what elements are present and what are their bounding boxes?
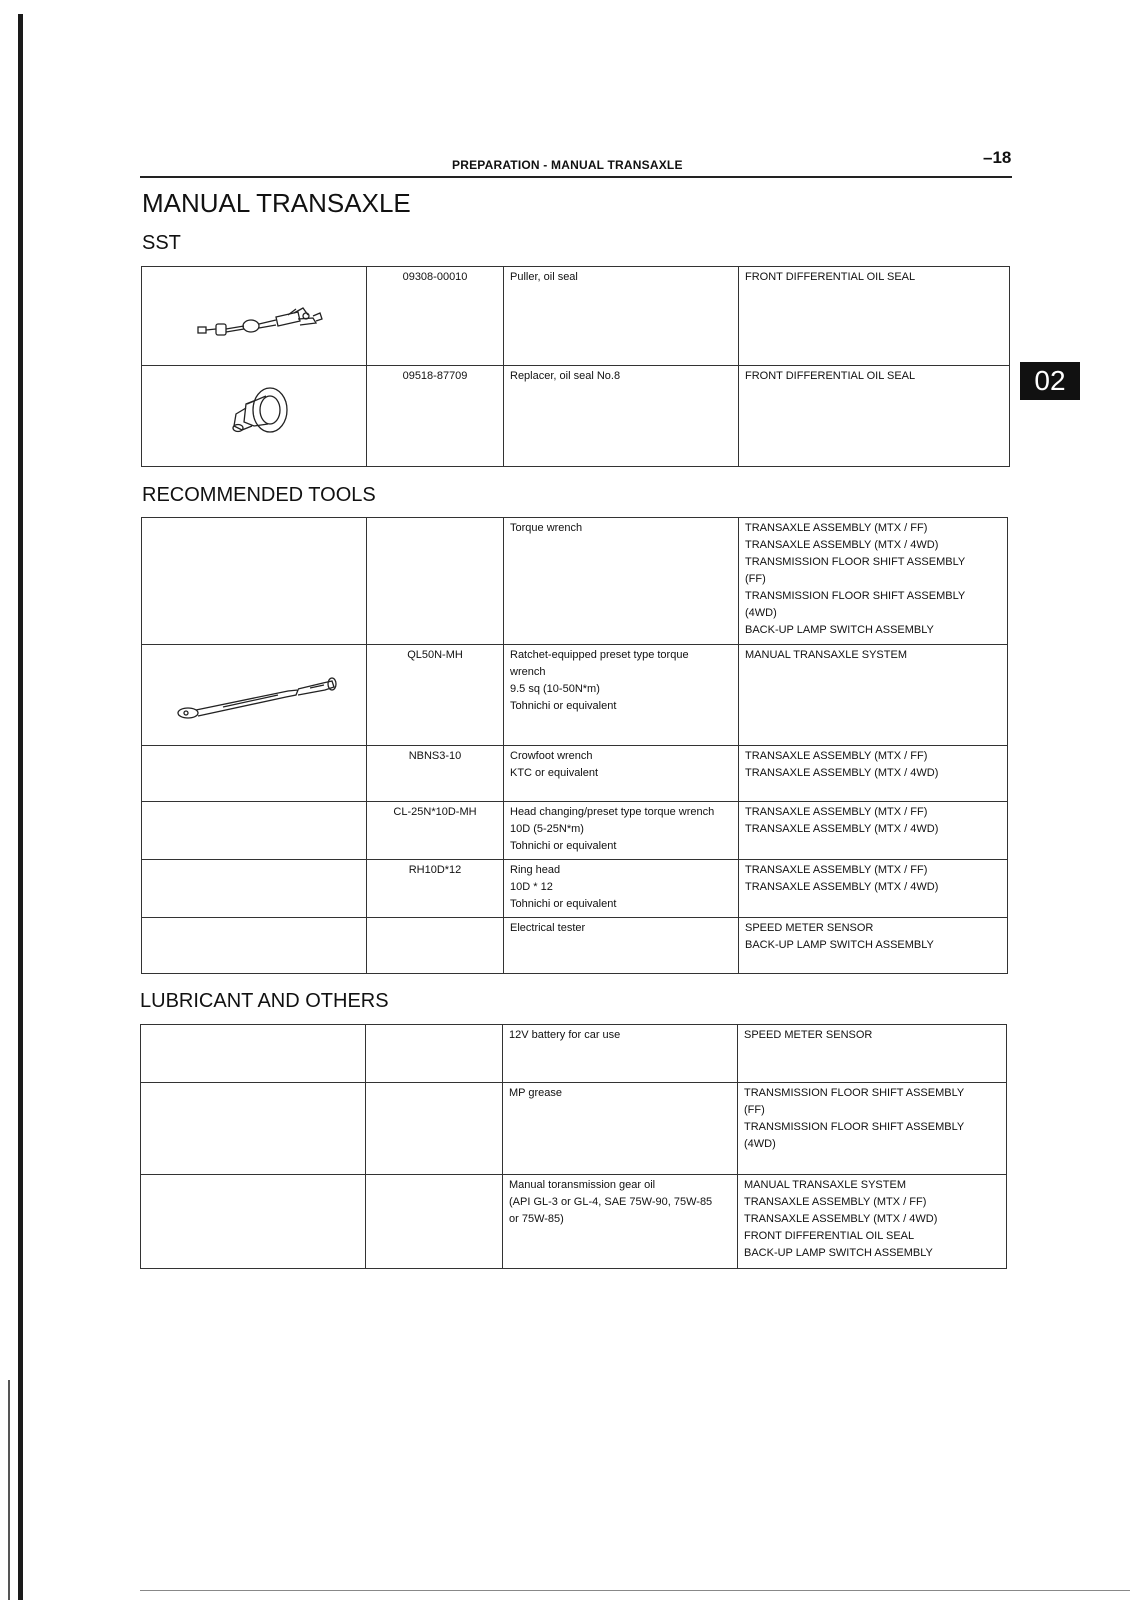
illustration-cell xyxy=(142,267,367,366)
tool-name-line: Tohnichi or equivalent xyxy=(510,898,617,910)
usage-line: TRANSMISSION FLOOR SHIFT ASSEMBLY xyxy=(745,590,966,602)
tool-name-cell xyxy=(504,802,739,860)
part-number-cell xyxy=(366,1083,503,1175)
part-number-cell xyxy=(366,1175,503,1269)
tool-name-line: Head changing/preset type torque wrench xyxy=(510,806,715,818)
illustration-cell xyxy=(142,645,367,746)
usage-line: TRANSAXLE ASSEMBLY (MTX / FF) xyxy=(744,1196,927,1208)
item-name-cell xyxy=(503,1175,738,1269)
tool-name-cell xyxy=(504,746,739,802)
usage-line: MANUAL TRANSAXLE SYSTEM xyxy=(745,649,907,661)
tool-name-line: wrench xyxy=(510,666,546,678)
tool-name-line: Ring head xyxy=(510,864,561,876)
usage-line: TRANSAXLE ASSEMBLY (MTX / 4WD) xyxy=(745,539,939,551)
item-name-line: 12V battery for car use xyxy=(509,1029,621,1041)
header-rule xyxy=(140,176,1012,178)
illustration-cell xyxy=(141,1175,366,1269)
part-number-cell: 09518-87709 xyxy=(367,366,504,467)
item-name-cell xyxy=(503,1025,738,1083)
tool-name-cell xyxy=(504,267,739,366)
tool-name-cell xyxy=(504,645,739,746)
usage-line: MANUAL TRANSAXLE SYSTEM xyxy=(744,1179,906,1191)
illustration-cell xyxy=(142,802,367,860)
usage-line: FRONT DIFFERENTIAL OIL SEAL xyxy=(745,271,916,283)
table-row xyxy=(142,518,1008,645)
illustration-cell xyxy=(142,518,367,645)
tool-name-line: 10D (5-25N*m) xyxy=(510,823,584,835)
tool-name-line: 9.5 sq (10-50N*m) xyxy=(510,683,600,695)
usage-cell xyxy=(738,1083,1007,1175)
usage-cell xyxy=(739,366,1010,467)
usage-line: (FF) xyxy=(745,573,766,585)
part-number-cell: CL-25N*10D-MH xyxy=(367,802,504,860)
part-number-cell: 09308-00010 xyxy=(367,267,504,366)
tool-name-line: Puller, oil seal xyxy=(510,271,578,283)
illustration-cell xyxy=(142,366,367,467)
table-row xyxy=(142,860,1008,918)
usage-line: SPEED METER SENSOR xyxy=(744,1029,873,1041)
usage-line: TRANSMISSION FLOOR SHIFT ASSEMBLY xyxy=(745,556,966,568)
usage-line: BACK-UP LAMP SWITCH ASSEMBLY xyxy=(745,624,934,636)
table-row xyxy=(142,366,1010,467)
illustration-cell xyxy=(142,918,367,974)
page-number: –18 xyxy=(983,148,1012,167)
tool-name-line: KTC or equivalent xyxy=(510,767,599,779)
tool-name-cell xyxy=(504,860,739,918)
bottom-edge-rule xyxy=(140,1590,1130,1591)
usage-line: TRANSAXLE ASSEMBLY (MTX / 4WD) xyxy=(745,823,939,835)
usage-cell xyxy=(739,267,1010,366)
lubricant-heading: LUBRICANT AND OTHERS xyxy=(140,990,389,1012)
item-name-cell xyxy=(503,1083,738,1175)
table-row xyxy=(142,918,1008,974)
tool-name-line: 10D * 12 xyxy=(510,881,553,893)
torque-wrench-icon xyxy=(148,647,358,737)
usage-cell xyxy=(739,860,1008,918)
part-number-cell: NBNS3-10 xyxy=(367,746,504,802)
tool-name-line: Torque wrench xyxy=(510,522,583,534)
oil-seal-puller-icon xyxy=(148,269,358,357)
tool-name-line: Replacer, oil seal No.8 xyxy=(510,370,621,382)
tool-name-line: Tohnichi or equivalent xyxy=(510,700,617,712)
part-number-cell: QL50N-MH xyxy=(367,645,504,746)
item-name-line: Manual toransmission gear oil xyxy=(509,1179,656,1191)
usage-line: TRANSAXLE ASSEMBLY (MTX / FF) xyxy=(745,806,928,818)
tool-name-line: Electrical tester xyxy=(510,922,586,934)
table-row xyxy=(141,1083,1007,1175)
usage-line: TRANSMISSION FLOOR SHIFT ASSEMBLY xyxy=(744,1087,965,1099)
usage-line: TRANSMISSION FLOOR SHIFT ASSEMBLY xyxy=(744,1121,965,1133)
recommended-tools-table xyxy=(141,517,1008,974)
usage-line: TRANSAXLE ASSEMBLY (MTX / FF) xyxy=(745,750,928,762)
binding-edge xyxy=(18,14,23,1600)
usage-line: TRANSAXLE ASSEMBLY (MTX / FF) xyxy=(745,522,928,534)
usage-line: TRANSAXLE ASSEMBLY (MTX / FF) xyxy=(745,864,928,876)
tool-name-cell xyxy=(504,366,739,467)
usage-line: (4WD) xyxy=(744,1138,776,1150)
table-row xyxy=(142,645,1008,746)
usage-line: (FF) xyxy=(744,1104,765,1116)
usage-cell xyxy=(739,918,1008,974)
item-name-line: (API GL-3 or GL-4, SAE 75W-90, 75W-85 xyxy=(509,1196,713,1208)
page-header-title: PREPARATION - MANUAL TRANSAXLE xyxy=(452,158,683,172)
usage-line: TRANSAXLE ASSEMBLY (MTX / 4WD) xyxy=(745,881,939,893)
illustration-cell xyxy=(142,860,367,918)
tool-name-line: Ratchet-equipped preset type torque xyxy=(510,649,689,661)
illustration-cell xyxy=(141,1083,366,1175)
usage-cell xyxy=(739,645,1008,746)
part-number-cell: RH10D*12 xyxy=(367,860,504,918)
tool-name-cell xyxy=(504,518,739,645)
table-row xyxy=(141,1175,1007,1269)
item-name-line: or 75W-85) xyxy=(509,1213,564,1225)
usage-cell xyxy=(738,1025,1007,1083)
binding-edge-secondary xyxy=(8,1380,10,1600)
lubricant-table xyxy=(140,1024,1007,1269)
part-number-cell xyxy=(367,518,504,645)
tool-name-cell xyxy=(504,918,739,974)
oil-seal-replacer-icon xyxy=(148,368,358,458)
illustration-cell xyxy=(142,746,367,802)
recommended-tools-heading: RECOMMENDED TOOLS xyxy=(142,484,376,506)
usage-line: BACK-UP LAMP SWITCH ASSEMBLY xyxy=(745,939,934,951)
sst-table xyxy=(141,266,1010,467)
sst-heading: SST xyxy=(142,232,181,254)
usage-line: SPEED METER SENSOR xyxy=(745,922,874,934)
tool-name-line: Crowfoot wrench xyxy=(510,750,593,762)
usage-line: FRONT DIFFERENTIAL OIL SEAL xyxy=(744,1230,915,1242)
usage-cell xyxy=(739,802,1008,860)
section-tab: 02 xyxy=(1020,362,1080,400)
table-row xyxy=(142,746,1008,802)
table-row xyxy=(141,1025,1007,1083)
part-number-cell xyxy=(367,918,504,974)
section-title: MANUAL TRANSAXLE xyxy=(142,188,411,218)
part-number-cell xyxy=(366,1025,503,1083)
usage-line: TRANSAXLE ASSEMBLY (MTX / 4WD) xyxy=(745,767,939,779)
illustration-cell xyxy=(141,1025,366,1083)
usage-line: BACK-UP LAMP SWITCH ASSEMBLY xyxy=(744,1247,933,1259)
usage-cell xyxy=(738,1175,1007,1269)
usage-line: TRANSAXLE ASSEMBLY (MTX / 4WD) xyxy=(744,1213,938,1225)
usage-line: (4WD) xyxy=(745,607,777,619)
usage-cell xyxy=(739,746,1008,802)
table-row xyxy=(142,802,1008,860)
tool-name-line: Tohnichi or equivalent xyxy=(510,840,617,852)
item-name-line: MP grease xyxy=(509,1087,562,1099)
table-row xyxy=(142,267,1010,366)
usage-line: FRONT DIFFERENTIAL OIL SEAL xyxy=(745,370,916,382)
usage-cell xyxy=(739,518,1008,645)
